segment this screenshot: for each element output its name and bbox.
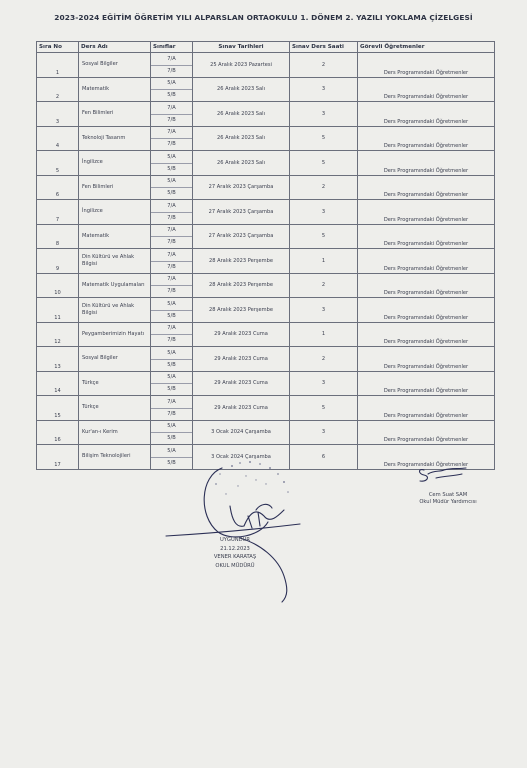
row-number: 12 [37,322,79,347]
class-name: 5/B [151,310,192,321]
class-list [151,151,193,176]
class-list [151,347,193,372]
assigned-teachers: Ders Programındaki Öğretmenler [358,445,495,470]
exam-schedule-table [36,41,495,470]
row-number: 13 [37,347,79,372]
class-name: 7/A [167,276,176,283]
assigned-teachers: Ders Programındaki Öğretmenler [358,175,495,200]
course-name: Din Kültürü ve Ahlak Bilgisi [79,298,151,323]
exam-period: 5 [290,126,358,151]
exam-date: 29 Aralık 2023 Cuma [193,396,290,421]
class-name: 7/A [167,398,176,405]
table-row [37,77,495,102]
class-name: 5/A [167,178,176,185]
exam-date: 28 Aralık 2023 Perşembe [193,249,290,274]
class-name: 7/B [151,138,192,149]
exam-period: 3 [290,77,358,102]
course-name: Matematik [79,224,151,249]
class-list [151,53,193,78]
table-row [37,151,495,176]
table-row [37,396,495,421]
course-name: Matematik [79,77,151,102]
course-name: Peygamberimizin Hayatı [79,322,151,347]
table-row [37,102,495,127]
table-row [37,53,495,78]
class-name: 5/B [151,187,192,198]
course-name: Sosyal Bilgiler [79,53,151,78]
exam-date: 28 Aralık 2023 Perşembe [193,273,290,298]
table-row [37,224,495,249]
assigned-teachers: Ders Programındaki Öğretmenler [358,347,495,372]
header-ders-adi: Ders Adı [79,42,151,53]
exam-period: 2 [290,347,358,372]
class-name: 7/A [167,55,176,62]
assigned-teachers: Ders Programındaki Öğretmenler [358,224,495,249]
class-name: 7/B [151,334,192,345]
assigned-teachers: Ders Programındaki Öğretmenler [358,53,495,78]
class-name: 5/A [167,447,176,454]
exam-date: 27 Aralık 2023 Çarşamba [193,175,290,200]
table-row [37,298,495,323]
class-name: 7/B [151,236,192,247]
class-name: 5/A [167,423,176,430]
class-name: 5/B [151,383,192,394]
official-stamp-signature [160,446,310,606]
header-gorevli-ogretmenler: Görevli Öğretmenler [358,42,495,53]
assigned-teachers: Ders Programındaki Öğretmenler [358,273,495,298]
row-number: 3 [37,102,79,127]
assigned-teachers: Ders Programındaki Öğretmenler [358,322,495,347]
course-name: Kur'an-ı Kerim [79,420,151,445]
exam-date: 25 Aralık 2023 Pazartesi [193,53,290,78]
class-list [151,175,193,200]
class-list [151,126,193,151]
course-name: Teknoloji Tasarım [79,126,151,151]
class-list [151,224,193,249]
class-list [151,322,193,347]
class-name: 5/A [167,349,176,356]
row-number: 9 [37,249,79,274]
exam-date: 29 Aralık 2023 Cuma [193,347,290,372]
class-name: 5/B [151,89,192,100]
class-name: 7/A [167,202,176,209]
table-row [37,273,495,298]
assigned-teachers: Ders Programındaki Öğretmenler [358,151,495,176]
principal-role: OKUL MÜDÜRÜ [215,562,255,569]
assigned-teachers: Ders Programındaki Öğretmenler [358,249,495,274]
row-number: 1 [37,53,79,78]
exam-period: 3 [290,298,358,323]
exam-date: 26 Aralık 2023 Salı [193,102,290,127]
table-row [37,420,495,445]
table-body [37,53,495,470]
class-name: 7/A [167,129,176,136]
exam-date: 26 Aralık 2023 Salı [193,151,290,176]
exam-date: 26 Aralık 2023 Salı [193,126,290,151]
class-list [151,273,193,298]
class-list [151,200,193,225]
class-name: 5/B [151,457,192,468]
exam-period: 3 [290,102,358,127]
assigned-teachers: Ders Programındaki Öğretmenler [358,102,495,127]
class-name: 7/B [151,285,192,296]
exam-date: 29 Aralık 2023 Cuma [193,371,290,396]
class-name: 5/A [167,153,176,160]
course-name: Fen Bilimleri [79,102,151,127]
course-name: Bilişim Teknolojileri [79,445,151,470]
class-name: 7/A [167,104,176,111]
row-number: 17 [37,445,79,470]
exam-period: 5 [290,396,358,421]
row-number: 11 [37,298,79,323]
header-sinav-ders-saati: Sınav Ders Saati [290,42,358,53]
assigned-teachers: Ders Programındaki Öğretmenler [358,420,495,445]
class-list [151,249,193,274]
class-list [151,77,193,102]
class-name: 7/A [167,227,176,234]
table-row [37,126,495,151]
class-name: 5/B [151,432,192,443]
course-name: İngilizce [79,200,151,225]
row-number: 4 [37,126,79,151]
table-row [37,200,495,225]
exam-period: 3 [290,200,358,225]
assistant-principal-name: Cem Suat SAM [428,492,468,498]
exam-period: 2 [290,175,358,200]
row-number: 14 [37,371,79,396]
course-name: Türkçe [79,371,151,396]
class-name: 7/A [167,251,176,258]
class-name: 7/B [151,212,192,223]
exam-period: 6 [290,445,358,470]
class-name: 7/B [151,408,192,419]
exam-date: 3 Ocak 2024 Çarşamba [193,445,290,470]
exam-period: 1 [290,249,358,274]
assigned-teachers: Ders Programındaki Öğretmenler [358,200,495,225]
exam-date: 27 Aralık 2023 Çarşamba [193,224,290,249]
table-row [37,347,495,372]
assigned-teachers: Ders Programındaki Öğretmenler [358,371,495,396]
course-name: Matematik Uygulamaları [79,273,151,298]
row-number: 15 [37,396,79,421]
assigned-teachers: Ders Programındaki Öğretmenler [358,77,495,102]
exam-date: 26 Aralık 2023 Salı [193,77,290,102]
row-number: 2 [37,77,79,102]
exam-period: 3 [290,371,358,396]
class-name: 7/A [167,325,176,332]
principal-name: VENER KARATAŞ [213,554,257,560]
class-name: 7/B [151,261,192,272]
table-row [37,322,495,347]
header-sinav-tarihleri: Sınav Tarihleri [193,42,290,53]
course-name: Sosyal Bilgiler [79,347,151,372]
exam-period: 2 [290,53,358,78]
class-name: 5/B [151,359,192,370]
header-sira-no: Sıra No [37,42,79,53]
class-name: 7/B [151,65,192,76]
class-list [151,420,193,445]
row-number: 8 [37,224,79,249]
document-title: 2023-2024 EĞİTİM ÖĞRETİM YILI ALPARSLAN ORTAOKULU 1. DÖNEM 2. YAZILI YOKLAMA ÇİZELGESİ [54,13,473,22]
course-name: Din Kültürü ve Ahlak Bilgisi [79,249,151,274]
class-name: 5/A [167,300,176,307]
table-row [37,175,495,200]
class-name: 7/B [151,114,192,125]
assigned-teachers: Ders Programındaki Öğretmenler [358,396,495,421]
table-header-row [37,42,495,53]
exam-period: 2 [290,273,358,298]
assistant-principal-role: Okul Müdür Yardımcısı [419,499,477,505]
exam-date: 28 Aralık 2023 Perşembe [193,298,290,323]
exam-period: 5 [290,151,358,176]
row-number: 16 [37,420,79,445]
class-name: 5/B [151,163,192,174]
exam-period: 5 [290,224,358,249]
signature-block-assistant-principal [398,464,498,506]
exam-period: 3 [290,420,358,445]
approval-date: 21.12.2023 [220,545,250,552]
signature-block-principal [180,536,290,570]
exam-date: 3 Ocak 2024 Çarşamba [193,420,290,445]
class-list [151,371,193,396]
table-row [37,249,495,274]
course-name: Fen Bilimleri [79,175,151,200]
assigned-teachers: Ders Programındaki Öğretmenler [358,126,495,151]
row-number: 7 [37,200,79,225]
course-name: Türkçe [79,396,151,421]
class-list [151,102,193,127]
exam-period: 1 [290,322,358,347]
course-name: İngilizce [79,151,151,176]
exam-date: 29 Aralık 2023 Cuma [193,322,290,347]
class-name: 5/A [167,374,176,381]
header-siniflar: Sınıflar [151,42,193,53]
row-number: 6 [37,175,79,200]
row-number: 5 [37,151,79,176]
table-row [37,371,495,396]
assigned-teachers: Ders Programındaki Öğretmenler [358,298,495,323]
class-list [151,396,193,421]
exam-date: 27 Aralık 2023 Çarşamba [193,200,290,225]
row-number: 10 [37,273,79,298]
class-list [151,298,193,323]
class-name: 5/A [167,80,176,87]
approval-label: UYGUNDUR [219,537,251,543]
